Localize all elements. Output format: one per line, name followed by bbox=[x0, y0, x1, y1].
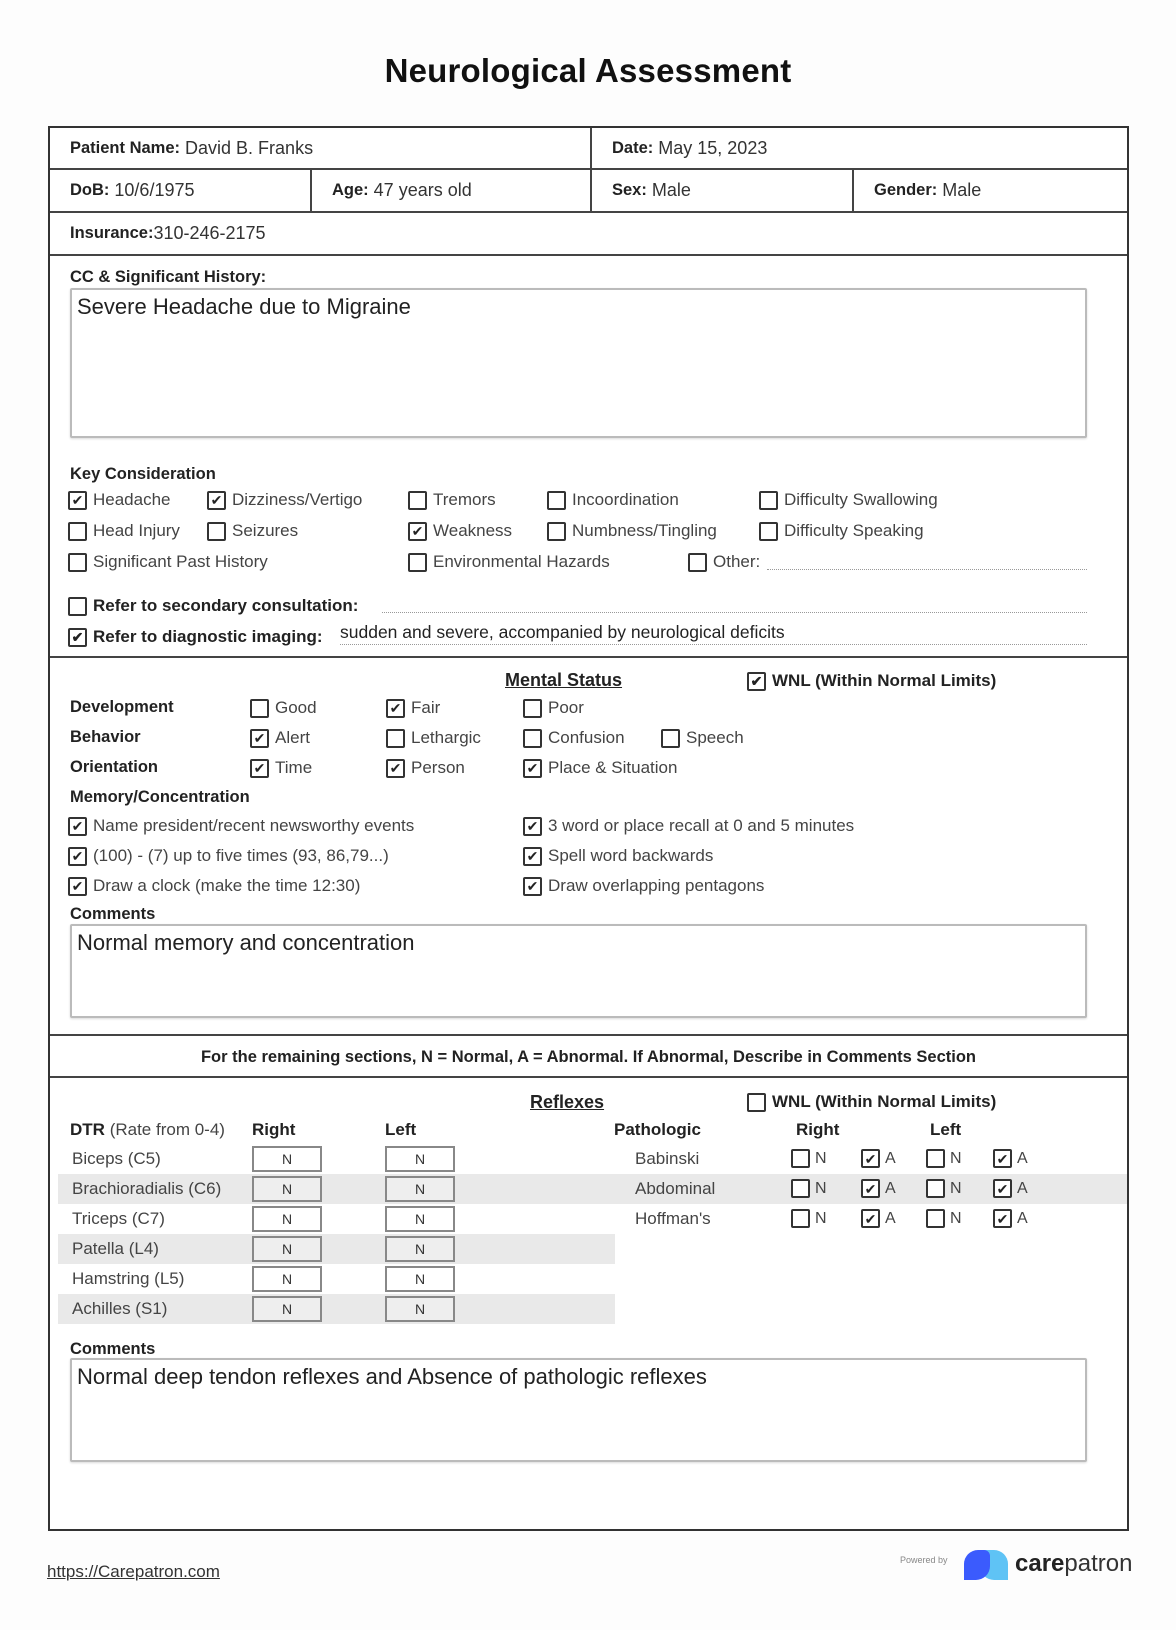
dtr-right-value[interactable]: N bbox=[252, 1146, 322, 1172]
check-icon[interactable]: ✔ bbox=[386, 759, 405, 778]
check-icon[interactable]: ✔ bbox=[68, 877, 87, 896]
check-icon[interactable]: ✔ bbox=[68, 847, 87, 866]
pathologic-left-n-checkbox[interactable]: N bbox=[926, 1179, 962, 1198]
checkbox-headache[interactable]: ✔ Headache bbox=[68, 490, 171, 510]
dtr-row bbox=[58, 1294, 615, 1324]
reflexes-section bbox=[50, 1078, 1127, 1533]
pathologic-row bbox=[611, 1144, 1127, 1174]
dtr-left-value[interactable]: N bbox=[385, 1146, 455, 1172]
check-icon[interactable] bbox=[523, 729, 542, 748]
checkbox-word-recall[interactable]: ✔ 3 word or place recall at 0 and 5 minutes bbox=[523, 816, 854, 836]
check-icon[interactable]: ✔ bbox=[250, 729, 269, 748]
history-label: CC & Significant History: bbox=[70, 268, 267, 286]
check-icon[interactable] bbox=[408, 553, 427, 572]
dtr-reflex-name: Biceps (C5) bbox=[72, 1149, 161, 1168]
sex-value: Male bbox=[651, 180, 691, 200]
insurance-field[interactable] bbox=[50, 213, 1127, 254]
pathologic-left-a-checkbox[interactable]: ✔ A bbox=[993, 1179, 1028, 1198]
dtr-right-value[interactable]: N bbox=[252, 1206, 322, 1232]
patient-name-field[interactable] bbox=[50, 128, 590, 168]
reflex-comments-label: Comments bbox=[70, 1340, 156, 1358]
dtr-reflex-name: Hamstring (L5) bbox=[72, 1269, 185, 1288]
secondary-consultation-input[interactable] bbox=[382, 612, 1087, 613]
pathologic-reflex-name: Babinski bbox=[635, 1149, 700, 1168]
check-icon[interactable] bbox=[926, 1179, 945, 1198]
date-field[interactable] bbox=[592, 128, 1127, 168]
pathologic-right-n-checkbox[interactable]: N bbox=[791, 1209, 827, 1228]
legend-note-row bbox=[50, 1036, 1127, 1078]
patient-row-2 bbox=[50, 170, 1127, 213]
reflex-comments-textarea[interactable]: Normal deep tendon reflexes and Absence of pathologic reflexes bbox=[70, 1358, 1087, 1462]
imaging-input-line bbox=[340, 644, 1087, 645]
dtr-reflex-name: Triceps (C7) bbox=[72, 1209, 165, 1228]
mental-status-heading: Mental Status bbox=[505, 670, 623, 690]
check-icon[interactable] bbox=[207, 522, 226, 541]
check-icon[interactable] bbox=[791, 1179, 810, 1198]
checkbox-numbness[interactable]: Numbness/Tingling bbox=[547, 521, 717, 541]
check-icon[interactable]: ✔ bbox=[747, 672, 766, 691]
mental-comments-textarea[interactable]: Normal memory and concentration bbox=[70, 924, 1087, 1018]
dtr-left-value[interactable]: N bbox=[385, 1236, 455, 1262]
pathologic-right-header: Right bbox=[796, 1120, 840, 1139]
dtr-row bbox=[58, 1234, 615, 1264]
check-icon[interactable]: ✔ bbox=[523, 847, 542, 866]
carepatron-logo-icon bbox=[962, 1548, 1010, 1582]
check-icon[interactable] bbox=[791, 1209, 810, 1228]
dtr-row bbox=[58, 1264, 615, 1294]
dtr-right-header: Right bbox=[252, 1120, 296, 1139]
gender-label: Gender: bbox=[874, 181, 938, 199]
memory-label: Memory/Concentration bbox=[70, 788, 250, 806]
check-icon[interactable]: ✔ bbox=[68, 628, 87, 647]
dtr-left-value[interactable]: N bbox=[385, 1176, 455, 1202]
pathologic-right-a-checkbox[interactable]: ✔ A bbox=[861, 1209, 896, 1228]
check-icon[interactable]: ✔ bbox=[861, 1179, 880, 1198]
pathologic-right-a-checkbox[interactable]: ✔ A bbox=[861, 1179, 896, 1198]
patient-name-label: Patient Name: bbox=[70, 138, 181, 157]
dtr-reflex-name: Patella (L4) bbox=[72, 1239, 159, 1258]
checkbox-speech[interactable]: Speech bbox=[661, 728, 744, 748]
check-icon[interactable] bbox=[688, 553, 707, 572]
check-icon[interactable]: ✔ bbox=[68, 817, 87, 836]
legend-note: For the remaining sections, N = Normal, A = Abnormal. If Abnormal, Describe in Comments Section bbox=[200, 1048, 977, 1066]
check-icon[interactable]: ✔ bbox=[250, 759, 269, 778]
pathologic-left-header: Left bbox=[930, 1120, 962, 1139]
patient-row-1 bbox=[50, 128, 1127, 170]
dtr-reflex-name: Achilles (S1) bbox=[72, 1299, 168, 1318]
powered-by-label: Powered by bbox=[900, 1555, 948, 1565]
check-icon[interactable] bbox=[408, 491, 427, 510]
checkbox-draw-clock[interactable]: ✔ Draw a clock (make the time 12:30) bbox=[68, 876, 360, 896]
check-icon[interactable] bbox=[386, 729, 405, 748]
age-label: Age: bbox=[332, 181, 369, 199]
orientation-label: Orientation bbox=[70, 758, 159, 776]
check-icon[interactable] bbox=[68, 522, 87, 541]
checkbox-confusion[interactable]: Confusion bbox=[523, 728, 625, 748]
checkbox-serial-sevens[interactable]: ✔ (100) - (7) up to five times (93, 86,79...) bbox=[68, 846, 389, 866]
pathologic-left-n-checkbox[interactable]: N bbox=[926, 1149, 962, 1168]
checkbox-dizziness[interactable]: ✔ Dizziness/Vertigo bbox=[207, 490, 362, 510]
check-icon[interactable] bbox=[759, 491, 778, 510]
dob-field[interactable] bbox=[50, 170, 310, 211]
checkbox-tremors[interactable]: Tremors bbox=[408, 490, 496, 510]
check-icon[interactable] bbox=[68, 553, 87, 572]
checkbox-refer-imaging[interactable]: ✔ Refer to diagnostic imaging: bbox=[68, 627, 323, 647]
checkbox-significant-past-history[interactable]: Significant Past History bbox=[68, 552, 268, 572]
check-icon[interactable]: ✔ bbox=[207, 491, 226, 510]
assessment-form bbox=[48, 126, 1129, 1531]
sex-label: Sex: bbox=[612, 181, 647, 199]
check-icon[interactable]: ✔ bbox=[523, 877, 542, 896]
checkbox-difficulty-speaking[interactable]: Difficulty Speaking bbox=[759, 521, 924, 541]
check-icon[interactable]: ✔ bbox=[993, 1179, 1012, 1198]
pathologic-row bbox=[611, 1174, 1127, 1204]
checkbox-draw-pentagons[interactable]: ✔ Draw overlapping pentagons bbox=[523, 876, 764, 896]
check-icon[interactable]: ✔ bbox=[993, 1149, 1012, 1168]
checkbox-place-situation[interactable]: ✔ Place & Situation bbox=[523, 758, 677, 778]
pathologic-right-n-checkbox[interactable]: N bbox=[791, 1179, 827, 1198]
checkbox-mental-wnl[interactable]: ✔ WNL (Within Normal Limits) bbox=[747, 671, 996, 691]
checkbox-fair[interactable]: ✔ Fair bbox=[386, 698, 440, 718]
checkbox-difficulty-swallowing[interactable]: Difficulty Swallowing bbox=[759, 490, 938, 510]
gender-field[interactable] bbox=[854, 170, 1127, 211]
pathologic-reflex-name: Hoffman's bbox=[635, 1209, 711, 1228]
logo-shape-dark bbox=[964, 1550, 990, 1580]
document-title: Neurological Assessment bbox=[384, 52, 792, 89]
dtr-hint: (Rate from 0-4) bbox=[109, 1120, 225, 1139]
check-icon[interactable] bbox=[68, 597, 87, 616]
sex-field[interactable] bbox=[592, 170, 852, 211]
check-icon[interactable]: ✔ bbox=[523, 759, 542, 778]
dtr-right-value[interactable]: N bbox=[252, 1296, 322, 1322]
history-section bbox=[50, 256, 1127, 658]
checkbox-head-injury[interactable]: Head Injury bbox=[68, 521, 180, 541]
pathologic-right-a-checkbox[interactable]: ✔ A bbox=[861, 1149, 896, 1168]
check-icon[interactable] bbox=[791, 1149, 810, 1168]
mental-comments-label: Comments bbox=[70, 905, 156, 923]
dtr-label: DTR bbox=[70, 1120, 105, 1139]
check-icon[interactable] bbox=[661, 729, 680, 748]
dob-label: DoB: bbox=[70, 181, 110, 199]
gender-value: Male bbox=[942, 180, 982, 200]
checkbox-weakness[interactable]: ✔ Weakness bbox=[408, 521, 512, 541]
dtr-header bbox=[70, 1120, 225, 1140]
insurance-label: Insurance: bbox=[70, 224, 154, 242]
dtr-left-value[interactable]: N bbox=[385, 1296, 455, 1322]
dtr-left-header: Left bbox=[385, 1120, 417, 1139]
insurance-value: 310-246-2175 bbox=[153, 223, 266, 243]
checkbox-poor[interactable]: Poor bbox=[523, 698, 584, 718]
key-consideration-label: Key Consideration bbox=[70, 465, 216, 483]
check-icon[interactable] bbox=[926, 1209, 945, 1228]
dtr-right-value[interactable]: N bbox=[252, 1266, 322, 1292]
patient-row-3 bbox=[50, 213, 1127, 256]
pathologic-left-n-checkbox[interactable]: N bbox=[926, 1209, 962, 1228]
pathologic-row bbox=[611, 1204, 1127, 1234]
check-icon[interactable]: ✔ bbox=[68, 491, 87, 510]
check-icon[interactable] bbox=[759, 522, 778, 541]
check-icon[interactable]: ✔ bbox=[993, 1209, 1012, 1228]
dtr-row bbox=[58, 1204, 615, 1234]
pathologic-left-a-checkbox[interactable]: ✔ A bbox=[993, 1209, 1028, 1228]
checkbox-incoordination[interactable]: Incoordination bbox=[547, 490, 679, 510]
history-textarea[interactable]: Severe Headache due to Migraine bbox=[70, 288, 1087, 438]
check-icon[interactable]: ✔ bbox=[408, 522, 427, 541]
checkbox-spell-backwards[interactable]: ✔ Spell word backwards bbox=[523, 846, 713, 866]
checkbox-good[interactable]: Good bbox=[250, 698, 317, 718]
checkbox-reflexes-wnl[interactable]: WNL (Within Normal Limits) bbox=[747, 1092, 996, 1112]
check-icon[interactable] bbox=[926, 1149, 945, 1168]
behavior-label: Behavior bbox=[70, 728, 141, 746]
carepatron-link[interactable]: https://Carepatron.com bbox=[47, 1562, 220, 1581]
check-icon[interactable] bbox=[547, 491, 566, 510]
pathologic-reflex-name: Abdominal bbox=[635, 1179, 716, 1198]
age-value: 47 years old bbox=[373, 180, 472, 200]
patient-name-value: David B. Franks bbox=[185, 137, 314, 158]
pathologic-right-n-checkbox[interactable]: N bbox=[791, 1149, 827, 1168]
other-input[interactable] bbox=[767, 569, 1087, 570]
check-icon[interactable] bbox=[747, 1093, 766, 1112]
dtr-reflex-name: Brachioradialis (C6) bbox=[72, 1179, 222, 1198]
check-icon[interactable] bbox=[523, 699, 542, 718]
age-field[interactable] bbox=[312, 170, 590, 211]
development-label: Development bbox=[70, 698, 174, 716]
checkbox-refer-secondary[interactable]: Refer to secondary consultation: bbox=[68, 596, 358, 616]
check-icon[interactable] bbox=[547, 522, 566, 541]
dtr-row bbox=[58, 1144, 615, 1174]
check-icon[interactable]: ✔ bbox=[386, 699, 405, 718]
checkbox-environmental-hazards[interactable]: Environmental Hazards bbox=[408, 552, 610, 572]
dtr-row bbox=[58, 1174, 615, 1204]
date-label: Date: bbox=[612, 138, 654, 157]
checkbox-person[interactable]: ✔ Person bbox=[386, 758, 465, 778]
checkbox-time[interactable]: ✔ Time bbox=[250, 758, 312, 778]
checkbox-other[interactable]: Other: bbox=[688, 552, 760, 572]
dtr-left-value[interactable]: N bbox=[385, 1266, 455, 1292]
check-icon[interactable]: ✔ bbox=[523, 817, 542, 836]
dtr-right-value[interactable]: N bbox=[252, 1176, 322, 1202]
mental-status-section bbox=[50, 658, 1127, 1036]
dtr-left-value[interactable]: N bbox=[385, 1206, 455, 1232]
checkbox-lethargic[interactable]: Lethargic bbox=[386, 728, 481, 748]
dob-value: 10/6/1975 bbox=[114, 180, 195, 200]
checkbox-seizures[interactable]: Seizures bbox=[207, 521, 298, 541]
date-value: May 15, 2023 bbox=[658, 137, 768, 158]
checkbox-alert[interactable]: ✔ Alert bbox=[250, 728, 310, 748]
check-icon[interactable]: ✔ bbox=[861, 1209, 880, 1228]
pathologic-header: Pathologic bbox=[614, 1120, 701, 1139]
checkbox-name-president[interactable]: ✔ Name president/recent newsworthy events bbox=[68, 816, 414, 836]
imaging-input-value[interactable]: sudden and severe, accompanied by neurological deficits bbox=[340, 622, 785, 642]
check-icon[interactable]: ✔ bbox=[861, 1149, 880, 1168]
reflexes-heading: Reflexes bbox=[530, 1092, 605, 1112]
pathologic-left-a-checkbox[interactable]: ✔ A bbox=[993, 1149, 1028, 1168]
carepatron-brand: carepatron bbox=[1015, 1550, 1133, 1577]
dtr-right-value[interactable]: N bbox=[252, 1236, 322, 1262]
check-icon[interactable] bbox=[250, 699, 269, 718]
